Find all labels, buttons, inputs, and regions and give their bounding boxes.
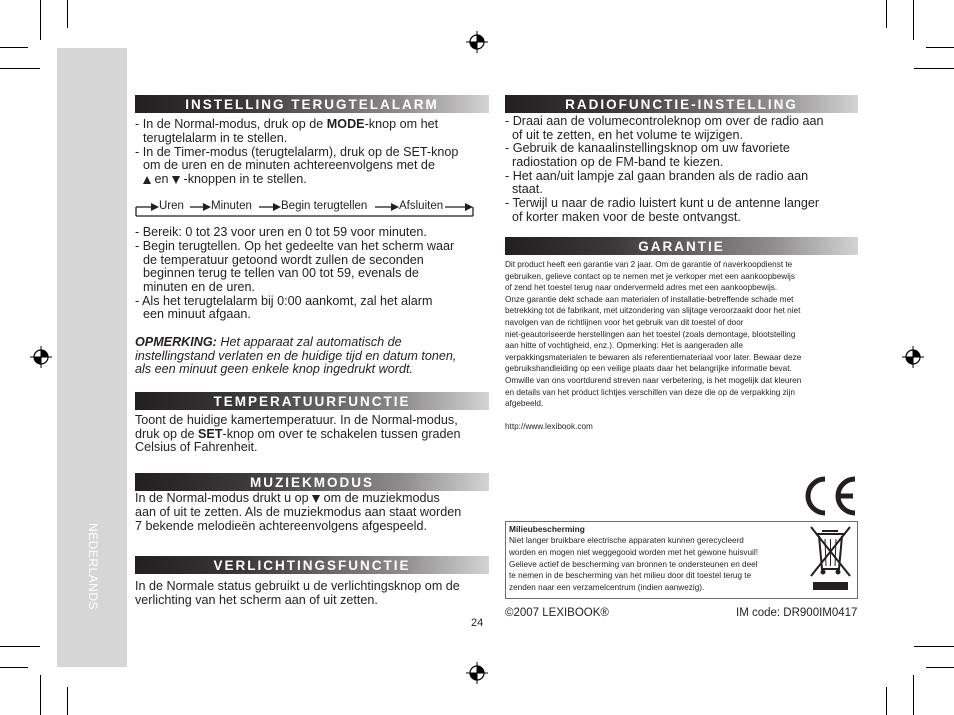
alarm-note: als een minuut geen enkele knop ingedrukt wordt. xyxy=(135,362,413,376)
temperature-line: Celsius of Fahrenheit. xyxy=(135,440,258,454)
registration-mark-icon xyxy=(30,346,52,368)
warranty-line: afgebeeld. xyxy=(505,399,544,408)
radio-line: - Gebruik de kanaalinstellingsknop om uw favoriete xyxy=(505,141,790,155)
alarm-line: - In de Normal-modus, druk op de MODE-knop om het xyxy=(135,117,439,131)
warranty-line: en details van het product lichtjes verschillen van deze die op de verpakking zijn xyxy=(505,388,795,397)
environment-line: Gelieve actief de bescherming van bronnen te ondersteunen en deel xyxy=(509,560,758,569)
temperature-heading: TEMPERATUURFUNCTIE xyxy=(135,392,489,410)
warranty-line: gebruikshandleiding op een veilige plaats daar het belangrijke informatie bevat. xyxy=(505,364,792,373)
radio-heading: RADIOFUNCTIE-INSTELLING xyxy=(505,95,858,113)
environment-line: te nemen in de bescherming van het milieu door dit toestel terug te xyxy=(509,571,752,580)
alarm-line: beginnen terug te tellen van 00 tot 59, evenals de xyxy=(143,266,419,280)
warranty-line: Omwille van ons voortdurend streven naar verbetering, is het mogelijk dat kleuren xyxy=(505,376,802,385)
music-line: aan of uit te zetten. Als de muziekmodus aan staat worden xyxy=(135,505,462,519)
ce-mark-icon xyxy=(798,475,858,517)
alarm-heading: INSTELLING TERUGTELALARM xyxy=(135,95,489,113)
warranty-line: Dit product heeft een garantie van 2 jaar. Om de garantie of naverkoopdienst te xyxy=(505,260,793,269)
copyright: ©2007 LEXIBOOK® xyxy=(505,607,609,619)
warranty-heading: GARANTIE xyxy=(505,237,858,255)
warranty-line: Onze garantie dekt schade aan materialen of installatie-betreffende schade met xyxy=(505,295,794,304)
radio-line: radiostation op de FM-band te kiezen. xyxy=(512,155,724,169)
warranty-line: navolgen van de richtlijnen voor het gebruik van dit toestel of door xyxy=(505,318,744,327)
im-code: IM code: DR900IM0417 xyxy=(736,607,858,619)
music-line: In de Normal-modus drukt u op om de muziekmodus xyxy=(135,491,440,505)
warranty-line: verpakkingsmaterialen te bewaren als referentiemateriaal voor later. Bewaar deze xyxy=(505,353,802,362)
radio-line: of uit te zetten, en het volume te wijzigen. xyxy=(512,128,744,142)
music-line: 7 bekende melodieën achtereenvolgens afgespeeld. xyxy=(135,519,427,533)
triangle-down-icon xyxy=(312,495,320,503)
warranty-line: gebruiken, gelieve contact op te nemen met je verkoper met een aankoopbewijs xyxy=(505,272,795,281)
warranty-line: aan hitte of vochtigheid, enz.). Opmerking: Het is aangeraden alle xyxy=(505,341,744,350)
environment-line: Niet langer bruikbare electrische apparaten kunnen gerecycleerd xyxy=(509,536,744,545)
crossed-bin-icon xyxy=(808,524,853,594)
alarm-line: de temperatuur getoond wordt zullen de seconden xyxy=(143,253,424,267)
alarm-line: - In de Timer-modus (terugtelalarm), druk op de SET-knop xyxy=(135,145,459,159)
light-heading: VERLICHTINGSFUNCTIE xyxy=(135,556,489,574)
registration-mark-icon xyxy=(466,31,488,53)
warranty-line: niet-geautoriseerde herstellingen aan het toestel (zoals demontage, blootstelling xyxy=(505,330,796,339)
alarm-line: een minuut afgaan. xyxy=(143,307,251,321)
radio-line: - Draai aan de volumecontroleknop om over de radio aan xyxy=(505,114,824,128)
alarm-flow-diagram xyxy=(135,197,475,219)
registration-mark-icon xyxy=(902,346,924,368)
flow-step: Minuten xyxy=(211,200,252,212)
page-number: 24 xyxy=(471,617,484,629)
flow-step: Afsluiten xyxy=(399,200,444,212)
radio-line: - Het aan/uit lampje zal gaan branden als de radio aan xyxy=(505,169,809,183)
alarm-note: OPMERKING: Het apparaat zal automatisch de xyxy=(135,335,402,349)
temperature-line: Toont de huidige kamertemperatuur. In de Normal-modus, xyxy=(135,413,458,427)
alarm-line: minuten en de uren. xyxy=(143,280,256,294)
warranty-url: http://www.lexibook.com xyxy=(505,422,593,431)
alarm-note: instellingstand verlaten en de huidige tijd en datum tonen, xyxy=(135,349,457,363)
temperature-line: druk op de SET-knop om over te schakelen tussen graden xyxy=(135,427,461,441)
registration-mark-icon xyxy=(466,662,488,684)
light-line: In de Normale status gebruikt u de verlichtingsknop om de xyxy=(135,579,460,593)
triangle-down-icon xyxy=(172,176,180,184)
radio-line: of korter maken voor de beste ontvangst. xyxy=(512,210,741,224)
warranty-line: of zend het toestel terug naar ondervermeld adres met een aankoopbewijs. xyxy=(505,283,778,292)
light-line: verlichting van het scherm aan of uit zetten. xyxy=(135,593,378,607)
environment-line: zenden naar een verzamelcentrum (indien aanwezig). xyxy=(509,583,705,592)
alarm-line: - Begin terugtellen. Op het gedeelte van het scherm waar xyxy=(135,239,455,253)
alarm-line: en -knoppen in te stellen. xyxy=(143,173,307,187)
alarm-line: - Als het terugtelalarm bij 0:00 aankomt, zal het alarm xyxy=(135,294,433,308)
language-label: NEDERLANDS xyxy=(86,523,100,611)
radio-line: - Terwijl u naar de radio luistert kunt u de antenne langer xyxy=(505,196,820,210)
flow-step: Begin terugtellen xyxy=(281,200,368,212)
music-heading: MUZIEKMODUS xyxy=(135,473,489,491)
flow-step: Uren xyxy=(159,200,184,212)
warranty-line: betrekking tot de fabrikant, met uitzondering van slijtage veroorzaakt door het niet xyxy=(505,306,801,315)
environment-title: Milieubescherming xyxy=(509,524,585,534)
alarm-line: om de uren en de minuten achtereenvolgens met de xyxy=(143,158,435,172)
environment-line: worden en mogen niet weggegooid worden met het gewone huisvuil! xyxy=(509,548,758,557)
radio-line: staat. xyxy=(512,182,543,196)
triangle-up-icon xyxy=(143,176,151,184)
alarm-line: - Bereik: 0 tot 23 voor uren en 0 tot 59 voor minuten. xyxy=(135,225,427,239)
alarm-line: terugtelalarm in te stellen. xyxy=(143,131,288,145)
